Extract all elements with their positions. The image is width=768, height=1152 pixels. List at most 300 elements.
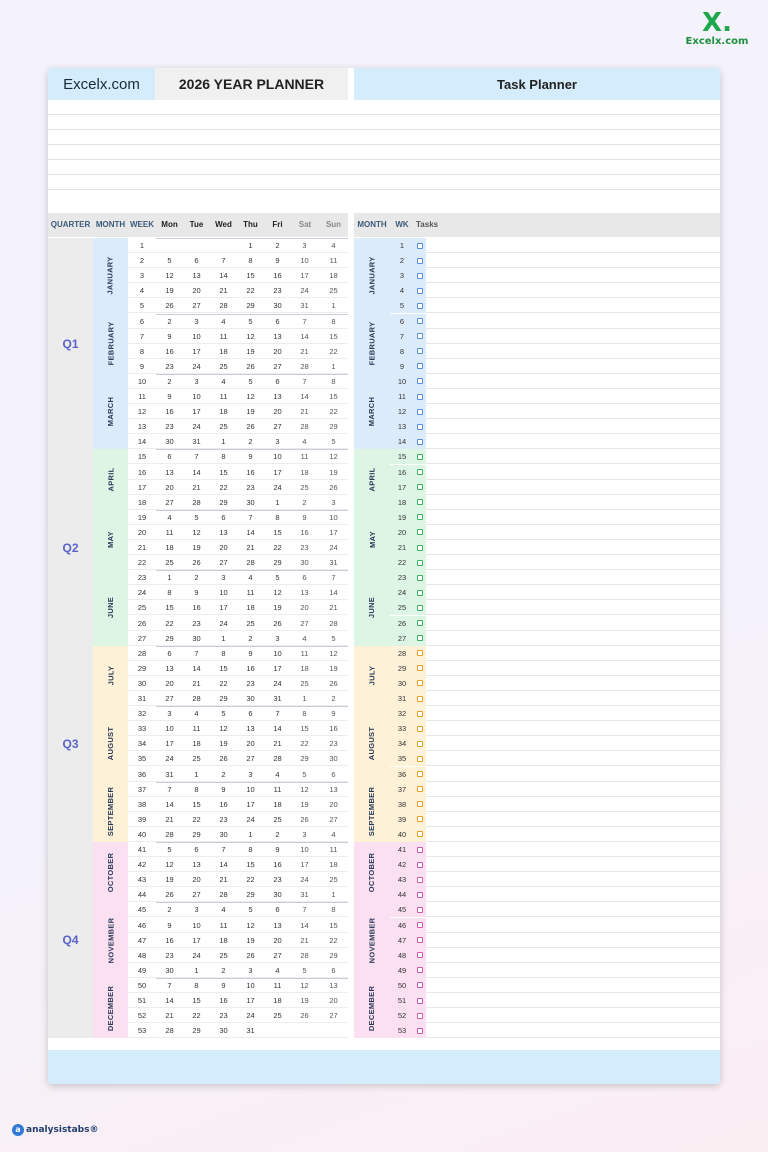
day-cell[interactable]: 9 (275, 845, 280, 854)
task-row[interactable] (390, 631, 720, 646)
day-cell[interactable]: 1 (221, 633, 226, 643)
day-cell[interactable]: 5 (331, 633, 336, 643)
day-cell[interactable]: 8 (331, 316, 336, 326)
day-cell[interactable]: 3 (248, 769, 253, 779)
day-cell[interactable]: 22 (192, 1011, 201, 1021)
task-row[interactable] (390, 540, 720, 555)
task-row[interactable] (390, 480, 720, 495)
day-cell[interactable]: 21 (192, 482, 201, 492)
day-cell[interactable]: 8 (194, 980, 199, 990)
day-cell[interactable]: 25 (192, 754, 201, 764)
day-cell[interactable]: 29 (273, 558, 282, 568)
task-row[interactable] (390, 238, 720, 253)
day-cell[interactable]: 11 (165, 527, 174, 537)
day-cell[interactable]: 26 (300, 814, 309, 824)
task-checkbox[interactable] (417, 288, 423, 294)
day-cell[interactable]: 27 (273, 361, 282, 371)
day-cell[interactable]: 22 (246, 875, 255, 885)
task-row[interactable] (390, 585, 720, 600)
day-cell[interactable]: 14 (300, 392, 309, 401)
day-cell[interactable]: 26 (246, 361, 255, 371)
day-cell[interactable]: 3 (302, 829, 307, 839)
day-cell[interactable]: 17 (246, 799, 255, 809)
day-cell[interactable]: 24 (300, 286, 309, 296)
task-row[interactable] (390, 691, 720, 706)
day-cell[interactable]: 12 (219, 724, 228, 734)
day-cell[interactable]: 8 (331, 905, 336, 915)
task-row[interactable] (390, 918, 720, 933)
task-checkbox[interactable] (417, 575, 423, 581)
task-checkbox[interactable] (417, 665, 423, 671)
day-cell[interactable]: 25 (273, 814, 282, 824)
day-cell[interactable]: 30 (219, 1026, 228, 1036)
day-cell[interactable]: 12 (192, 527, 201, 537)
day-cell[interactable]: 4 (331, 241, 336, 250)
task-row[interactable] (390, 344, 720, 359)
day-cell[interactable]: 19 (246, 346, 255, 356)
day-cell[interactable]: 3 (302, 241, 307, 250)
day-cell[interactable]: 9 (167, 331, 172, 341)
day-cell[interactable]: 16 (219, 799, 228, 809)
day-cell[interactable]: 30 (246, 497, 255, 507)
task-checkbox[interactable] (417, 756, 423, 762)
day-cell[interactable]: 21 (273, 739, 282, 749)
day-cell[interactable]: 13 (273, 331, 282, 341)
task-checkbox[interactable] (417, 711, 423, 717)
day-cell[interactable]: 13 (192, 271, 201, 281)
task-row[interactable] (390, 782, 720, 797)
day-cell[interactable]: 11 (246, 588, 255, 598)
day-cell[interactable]: 27 (165, 694, 174, 703)
task-row[interactable] (390, 963, 720, 978)
day-cell[interactable]: 20 (329, 996, 338, 1005)
task-row[interactable] (390, 283, 720, 298)
day-cell[interactable]: 9 (221, 980, 226, 990)
day-cell[interactable]: 12 (273, 588, 282, 598)
task-checkbox[interactable] (417, 952, 423, 958)
day-cell[interactable]: 7 (167, 784, 172, 794)
day-cell[interactable]: 19 (273, 603, 282, 613)
day-cell[interactable]: 15 (165, 603, 174, 613)
day-cell[interactable]: 21 (219, 875, 228, 885)
task-row[interactable] (390, 314, 720, 329)
day-cell[interactable]: 27 (329, 1011, 338, 1021)
day-cell[interactable]: 4 (302, 633, 307, 643)
day-cell[interactable]: 25 (273, 1011, 282, 1021)
day-cell[interactable]: 7 (221, 845, 226, 854)
day-cell[interactable]: 21 (165, 814, 174, 824)
day-cell[interactable]: 25 (246, 618, 255, 628)
day-cell[interactable]: 15 (329, 920, 338, 930)
task-checkbox[interactable] (417, 394, 423, 400)
task-checkbox[interactable] (417, 514, 423, 520)
task-checkbox[interactable] (417, 545, 423, 551)
day-cell[interactable]: 3 (194, 376, 199, 386)
day-cell[interactable]: 13 (165, 467, 174, 477)
task-row[interactable] (390, 978, 720, 993)
day-cell[interactable]: 21 (192, 678, 201, 688)
day-cell[interactable]: 3 (194, 316, 199, 326)
day-cell[interactable]: 17 (192, 346, 201, 356)
task-row[interactable] (390, 676, 720, 691)
day-cell[interactable]: 23 (246, 678, 255, 688)
day-cell[interactable]: 14 (300, 920, 309, 930)
day-cell[interactable]: 20 (273, 346, 282, 356)
day-cell[interactable]: 30 (246, 694, 255, 703)
day-cell[interactable]: 19 (246, 407, 255, 417)
day-cell[interactable]: 18 (165, 543, 174, 552)
task-checkbox[interactable] (417, 816, 423, 822)
task-row[interactable] (390, 767, 720, 782)
day-cell[interactable]: 12 (329, 452, 338, 462)
day-cell[interactable]: 12 (165, 271, 174, 281)
day-cell[interactable]: 22 (246, 286, 255, 296)
day-cell[interactable]: 26 (219, 754, 228, 764)
day-cell[interactable]: 18 (329, 271, 338, 281)
day-cell[interactable]: 30 (329, 754, 338, 764)
day-cell[interactable]: 28 (273, 754, 282, 764)
task-checkbox[interactable] (417, 258, 423, 264)
day-cell[interactable]: 4 (275, 965, 280, 975)
day-cell[interactable]: 30 (273, 890, 282, 900)
day-cell[interactable]: 11 (192, 724, 201, 734)
day-cell[interactable]: 5 (167, 256, 172, 266)
day-cell[interactable]: 21 (300, 407, 309, 417)
day-cell[interactable]: 1 (331, 301, 336, 311)
day-cell[interactable]: 13 (329, 980, 338, 990)
day-cell[interactable]: 27 (329, 814, 338, 824)
task-row[interactable] (390, 812, 720, 827)
task-checkbox[interactable] (417, 243, 423, 249)
task-row[interactable] (390, 329, 720, 344)
day-cell[interactable]: 11 (219, 920, 228, 930)
day-cell[interactable]: 15 (246, 271, 255, 281)
day-cell[interactable]: 24 (246, 814, 255, 824)
task-checkbox[interactable] (417, 831, 423, 837)
task-checkbox[interactable] (417, 1013, 423, 1019)
day-cell[interactable]: 3 (221, 573, 226, 583)
day-cell[interactable]: 2 (221, 769, 226, 779)
day-cell[interactable]: 6 (248, 709, 253, 719)
day-cell[interactable]: 3 (248, 965, 253, 975)
task-checkbox[interactable] (417, 303, 423, 309)
day-cell[interactable]: 9 (248, 648, 253, 658)
day-cell[interactable]: 12 (246, 392, 255, 401)
day-cell[interactable]: 27 (192, 890, 201, 900)
day-cell[interactable]: 4 (221, 316, 226, 326)
day-cell[interactable]: 18 (300, 467, 309, 477)
day-cell[interactable]: 10 (300, 845, 309, 854)
task-checkbox[interactable] (417, 469, 423, 475)
task-row[interactable] (390, 570, 720, 585)
day-cell[interactable]: 12 (329, 648, 338, 658)
day-cell[interactable]: 28 (192, 497, 201, 507)
day-cell[interactable]: 25 (165, 558, 174, 568)
day-cell[interactable]: 5 (275, 573, 280, 583)
day-cell[interactable]: 15 (192, 996, 201, 1005)
day-cell[interactable]: 25 (219, 950, 228, 960)
day-cell[interactable]: 5 (248, 376, 253, 386)
task-checkbox[interactable] (417, 967, 423, 973)
day-cell[interactable]: 1 (331, 890, 336, 900)
day-cell[interactable]: 2 (167, 376, 172, 386)
day-cell[interactable]: 31 (273, 694, 282, 703)
day-cell[interactable]: 14 (192, 467, 201, 477)
task-row[interactable] (390, 902, 720, 917)
day-cell[interactable]: 20 (192, 286, 201, 296)
day-cell[interactable]: 24 (273, 678, 282, 688)
day-cell[interactable]: 17 (329, 527, 338, 537)
day-cell[interactable]: 20 (165, 482, 174, 492)
day-cell[interactable]: 19 (329, 663, 338, 673)
day-cell[interactable]: 19 (329, 467, 338, 477)
task-row[interactable] (390, 751, 720, 766)
day-cell[interactable]: 23 (165, 950, 174, 960)
task-row[interactable] (390, 510, 720, 525)
day-cell[interactable]: 5 (302, 965, 307, 975)
task-checkbox[interactable] (417, 333, 423, 339)
day-cell[interactable]: 5 (167, 845, 172, 854)
day-cell[interactable]: 24 (165, 754, 174, 764)
task-checkbox[interactable] (417, 892, 423, 898)
day-cell[interactable]: 22 (273, 543, 282, 552)
day-cell[interactable]: 28 (329, 618, 338, 628)
day-cell[interactable]: 14 (192, 663, 201, 673)
day-cell[interactable]: 20 (273, 935, 282, 945)
day-cell[interactable]: 1 (221, 437, 226, 447)
day-cell[interactable]: 12 (300, 980, 309, 990)
day-cell[interactable]: 29 (219, 694, 228, 703)
day-cell[interactable]: 28 (246, 558, 255, 568)
day-cell[interactable]: 18 (273, 799, 282, 809)
task-row[interactable] (390, 736, 720, 751)
day-cell[interactable]: 1 (331, 361, 336, 371)
task-checkbox[interactable] (417, 635, 423, 641)
day-cell[interactable]: 24 (273, 482, 282, 492)
day-cell[interactable]: 5 (221, 709, 226, 719)
task-checkbox[interactable] (417, 605, 423, 611)
day-cell[interactable]: 8 (248, 845, 253, 854)
day-cell[interactable]: 6 (275, 905, 280, 915)
task-row[interactable] (390, 389, 720, 404)
day-cell[interactable]: 13 (300, 588, 309, 598)
day-cell[interactable]: 23 (165, 361, 174, 371)
task-checkbox[interactable] (417, 363, 423, 369)
day-cell[interactable]: 22 (219, 678, 228, 688)
task-checkbox[interactable] (417, 998, 423, 1004)
day-cell[interactable]: 30 (273, 301, 282, 311)
day-cell[interactable]: 7 (302, 905, 307, 915)
day-cell[interactable]: 29 (219, 497, 228, 507)
day-cell[interactable]: 31 (165, 769, 174, 779)
day-cell[interactable]: 31 (329, 558, 338, 568)
day-cell[interactable]: 16 (165, 935, 174, 945)
day-cell[interactable]: 8 (194, 784, 199, 794)
day-cell[interactable]: 9 (194, 588, 199, 598)
day-cell[interactable]: 14 (300, 331, 309, 341)
day-cell[interactable]: 14 (165, 799, 174, 809)
day-cell[interactable]: 30 (192, 633, 201, 643)
day-cell[interactable]: 8 (275, 512, 280, 522)
day-cell[interactable]: 29 (300, 754, 309, 764)
day-cell[interactable]: 19 (300, 996, 309, 1005)
day-cell[interactable]: 10 (300, 256, 309, 266)
day-cell[interactable]: 2 (248, 437, 253, 447)
day-cell[interactable]: 10 (192, 392, 201, 401)
day-cell[interactable]: 17 (273, 663, 282, 673)
day-cell[interactable]: 31 (246, 1026, 255, 1036)
day-cell[interactable]: 29 (165, 633, 174, 643)
day-cell[interactable]: 24 (300, 875, 309, 885)
task-checkbox[interactable] (417, 484, 423, 490)
task-checkbox[interactable] (417, 741, 423, 747)
day-cell[interactable]: 21 (300, 346, 309, 356)
day-cell[interactable]: 3 (167, 709, 172, 719)
day-cell[interactable]: 31 (192, 437, 201, 447)
day-cell[interactable]: 19 (165, 875, 174, 885)
day-cell[interactable]: 23 (300, 543, 309, 552)
day-cell[interactable]: 15 (273, 527, 282, 537)
day-cell[interactable]: 7 (248, 512, 253, 522)
day-cell[interactable]: 20 (300, 603, 309, 613)
task-checkbox[interactable] (417, 348, 423, 354)
day-cell[interactable]: 22 (165, 618, 174, 628)
day-cell[interactable]: 23 (273, 875, 282, 885)
task-row[interactable] (390, 434, 720, 449)
task-row[interactable] (390, 1008, 720, 1023)
day-cell[interactable]: 10 (273, 452, 282, 462)
day-cell[interactable]: 4 (221, 905, 226, 915)
day-cell[interactable]: 18 (273, 996, 282, 1005)
day-cell[interactable]: 28 (165, 829, 174, 839)
day-cell[interactable]: 15 (300, 724, 309, 734)
day-cell[interactable]: 6 (167, 452, 172, 462)
day-cell[interactable]: 25 (219, 361, 228, 371)
day-cell[interactable]: 5 (302, 769, 307, 779)
task-row[interactable] (390, 525, 720, 540)
day-cell[interactable]: 28 (219, 301, 228, 311)
task-checkbox[interactable] (417, 1028, 423, 1034)
day-cell[interactable]: 7 (275, 709, 280, 719)
task-checkbox[interactable] (417, 454, 423, 460)
day-cell[interactable]: 22 (329, 407, 338, 417)
day-cell[interactable]: 21 (300, 935, 309, 945)
day-cell[interactable]: 6 (331, 769, 336, 779)
task-row[interactable] (390, 948, 720, 963)
day-cell[interactable]: 1 (194, 769, 199, 779)
day-cell[interactable]: 11 (273, 784, 282, 794)
task-checkbox[interactable] (417, 907, 423, 913)
day-cell[interactable]: 30 (300, 558, 309, 568)
day-cell[interactable]: 3 (331, 497, 336, 507)
day-cell[interactable]: 15 (219, 467, 228, 477)
day-cell[interactable]: 13 (219, 527, 228, 537)
day-cell[interactable]: 28 (192, 694, 201, 703)
day-cell[interactable]: 16 (246, 663, 255, 673)
day-cell[interactable]: 29 (329, 950, 338, 960)
day-cell[interactable]: 9 (302, 512, 307, 522)
task-checkbox[interactable] (417, 560, 423, 566)
day-cell[interactable]: 5 (248, 905, 253, 915)
task-checkbox[interactable] (417, 771, 423, 777)
day-cell[interactable]: 10 (165, 724, 174, 734)
task-row[interactable] (390, 616, 720, 631)
day-cell[interactable]: 8 (167, 588, 172, 598)
day-cell[interactable]: 21 (246, 543, 255, 552)
day-cell[interactable]: 18 (192, 739, 201, 749)
day-cell[interactable]: 13 (329, 784, 338, 794)
day-cell[interactable]: 16 (246, 467, 255, 477)
day-cell[interactable]: 30 (165, 437, 174, 447)
day-cell[interactable]: 15 (246, 860, 255, 870)
task-row[interactable] (390, 842, 720, 857)
day-cell[interactable]: 16 (165, 346, 174, 356)
day-cell[interactable]: 12 (246, 331, 255, 341)
day-cell[interactable]: 10 (246, 980, 255, 990)
day-cell[interactable]: 1 (275, 497, 280, 507)
day-cell[interactable]: 28 (300, 361, 309, 371)
day-cell[interactable]: 20 (273, 407, 282, 417)
day-cell[interactable]: 4 (331, 829, 336, 839)
day-cell[interactable]: 6 (275, 376, 280, 386)
day-cell[interactable]: 12 (246, 920, 255, 930)
day-cell[interactable]: 8 (248, 256, 253, 266)
day-cell[interactable]: 24 (219, 618, 228, 628)
task-row[interactable] (390, 495, 720, 510)
day-cell[interactable]: 2 (221, 965, 226, 975)
day-cell[interactable]: 19 (165, 286, 174, 296)
day-cell[interactable]: 2 (275, 829, 280, 839)
day-cell[interactable]: 9 (331, 709, 336, 719)
day-cell[interactable]: 18 (219, 935, 228, 945)
day-cell[interactable]: 26 (273, 618, 282, 628)
day-cell[interactable]: 7 (302, 376, 307, 386)
day-cell[interactable]: 14 (246, 527, 255, 537)
day-cell[interactable]: 8 (221, 452, 226, 462)
day-cell[interactable]: 17 (273, 467, 282, 477)
day-cell[interactable]: 16 (273, 860, 282, 870)
day-cell[interactable]: 7 (302, 316, 307, 326)
task-checkbox[interactable] (417, 877, 423, 883)
day-cell[interactable]: 4 (248, 573, 253, 583)
task-checkbox[interactable] (417, 590, 423, 596)
day-cell[interactable]: 23 (165, 422, 174, 432)
day-cell[interactable]: 23 (219, 1011, 228, 1021)
task-row[interactable] (390, 857, 720, 872)
day-cell[interactable]: 8 (331, 376, 336, 386)
day-cell[interactable]: 27 (192, 301, 201, 311)
day-cell[interactable]: 19 (192, 543, 201, 552)
day-cell[interactable]: 22 (300, 739, 309, 749)
task-checkbox[interactable] (417, 726, 423, 732)
day-cell[interactable]: 17 (192, 935, 201, 945)
day-cell[interactable]: 4 (167, 512, 172, 522)
task-row[interactable] (390, 465, 720, 480)
day-cell[interactable]: 23 (329, 739, 338, 749)
day-cell[interactable]: 7 (194, 452, 199, 462)
day-cell[interactable]: 1 (302, 694, 307, 703)
day-cell[interactable]: 1 (248, 829, 253, 839)
task-checkbox[interactable] (417, 273, 423, 279)
day-cell[interactable]: 18 (300, 663, 309, 673)
day-cell[interactable]: 6 (194, 256, 199, 266)
day-cell[interactable]: 1 (194, 965, 199, 975)
task-row[interactable] (390, 1023, 720, 1038)
task-row[interactable] (390, 359, 720, 374)
day-cell[interactable]: 13 (273, 920, 282, 930)
task-row[interactable] (390, 253, 720, 268)
day-cell[interactable]: 11 (219, 392, 228, 401)
